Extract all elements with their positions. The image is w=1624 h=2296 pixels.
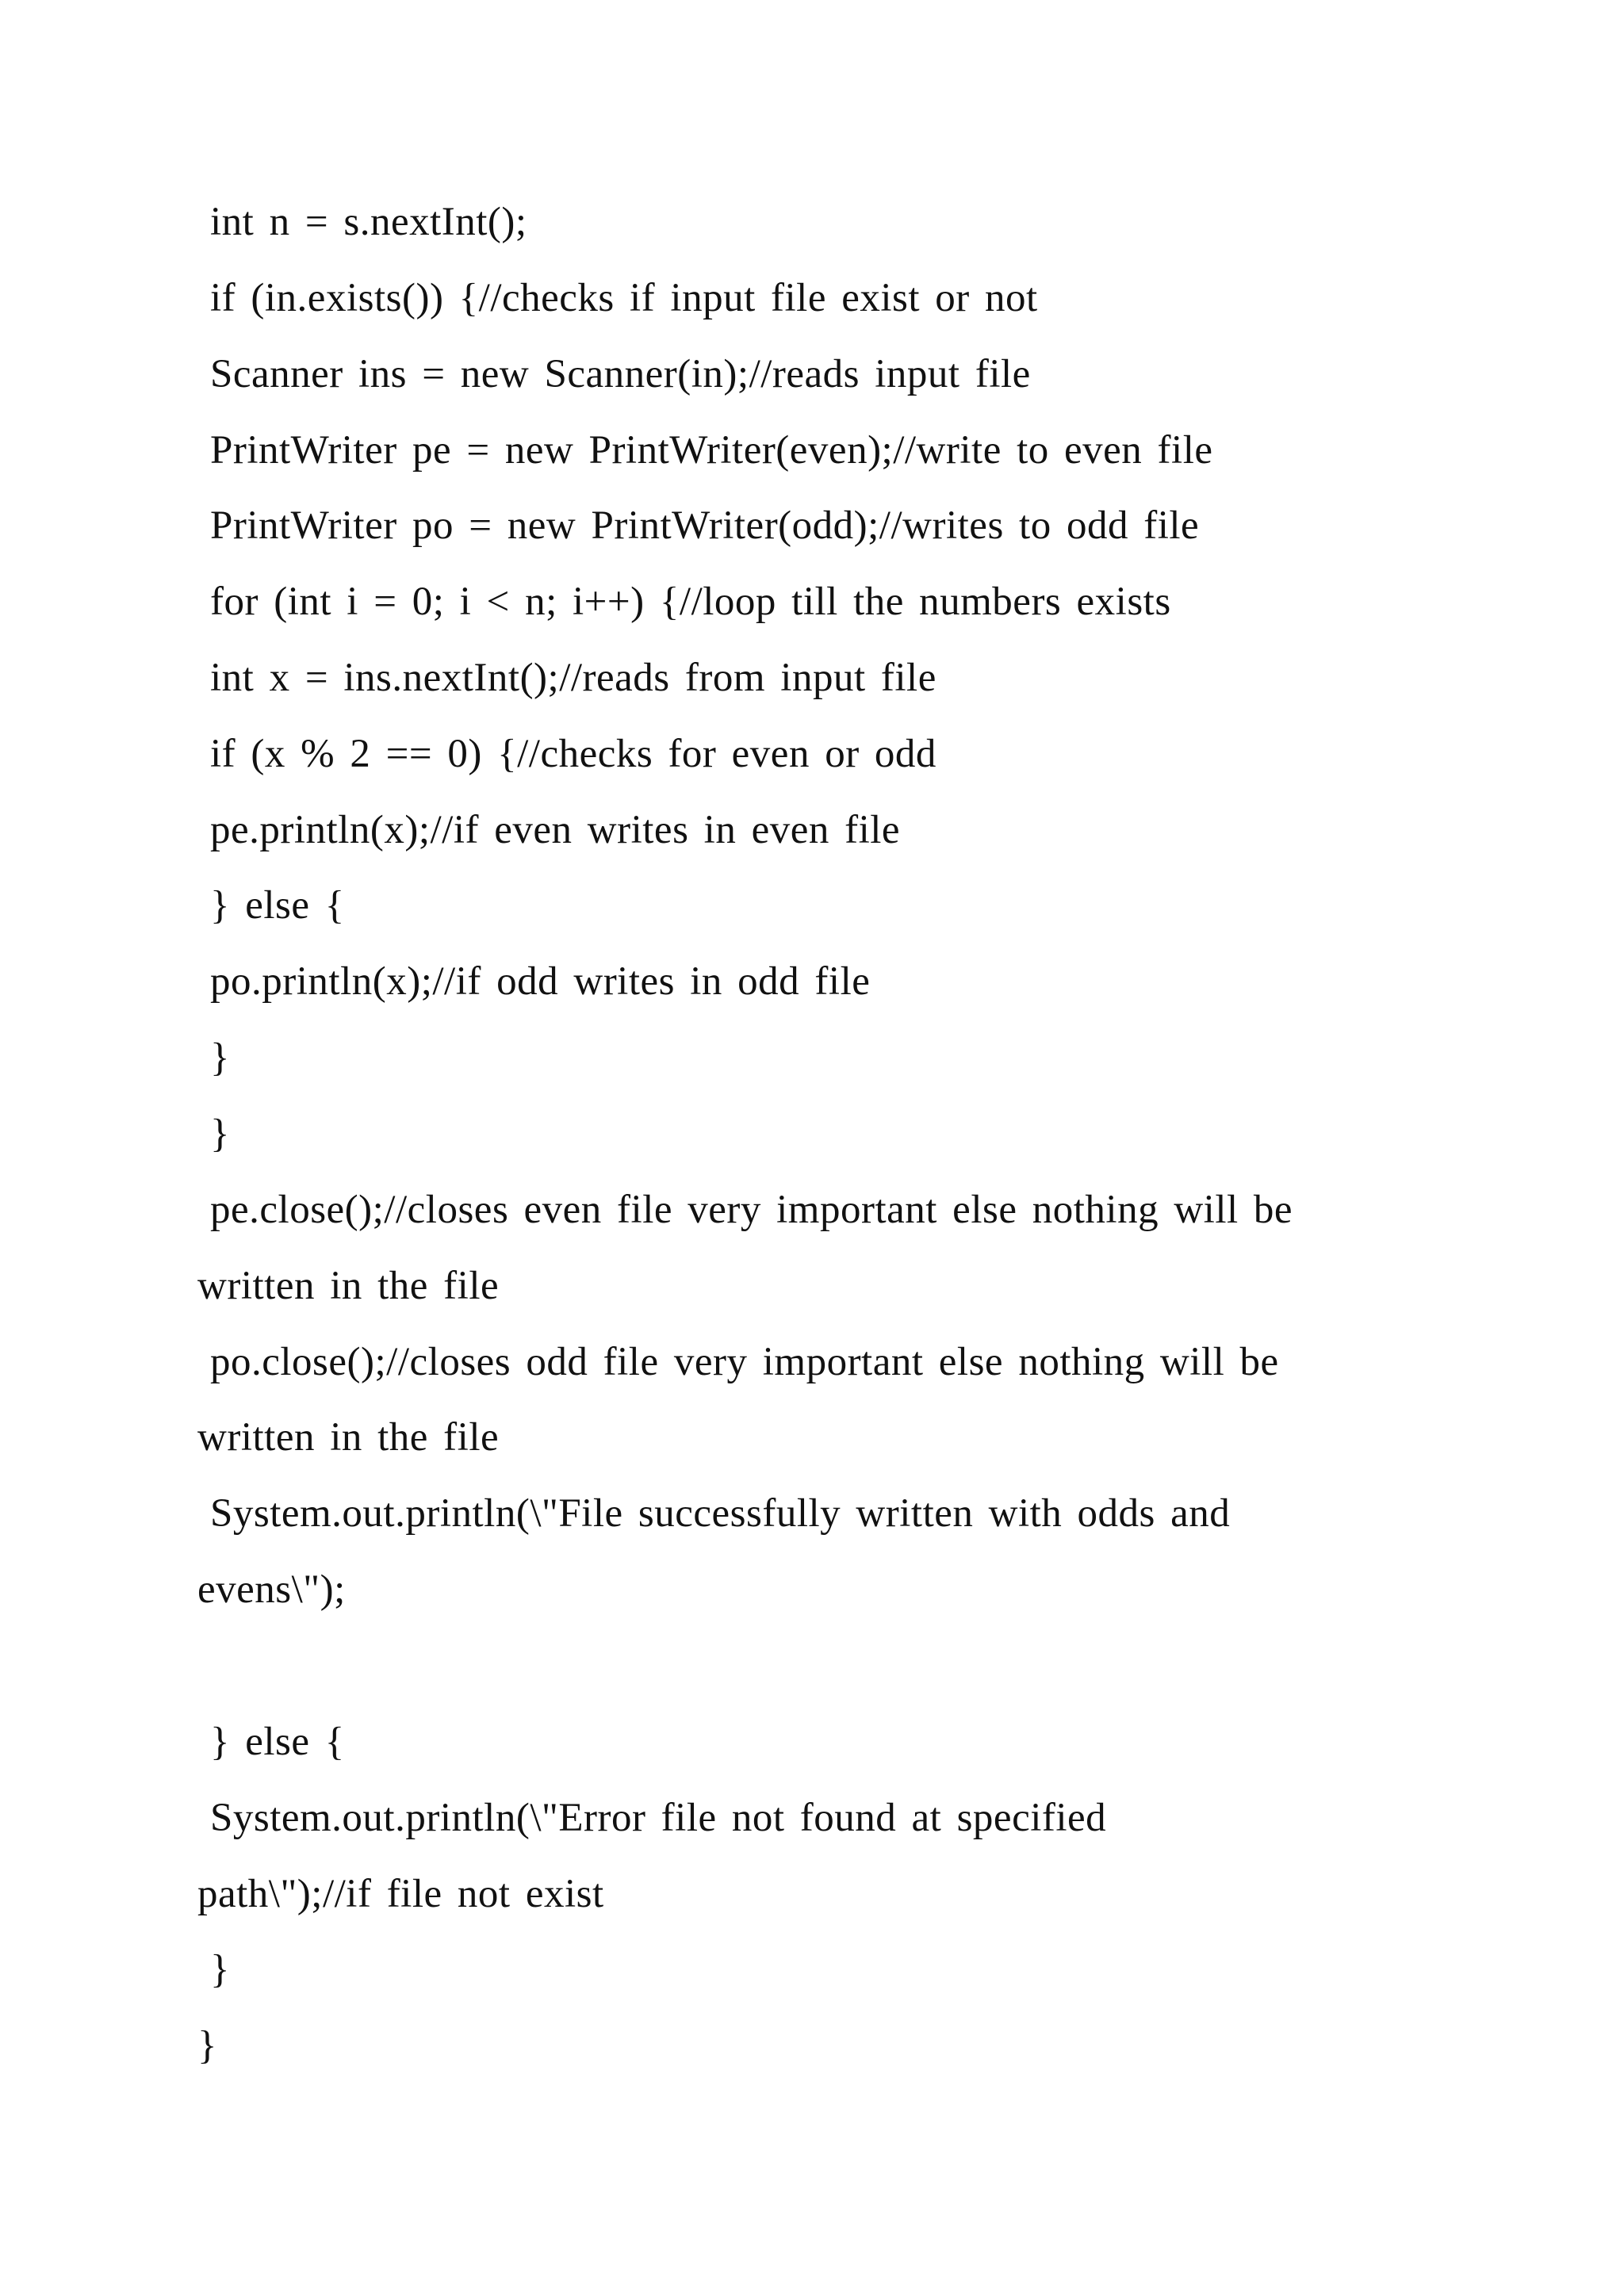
code-line-11: po.println(x);//if odd writes in odd file — [210, 959, 871, 1004]
code-line-6: for (int i = 0; i < n; i++) {//loop till the numbers exists — [210, 580, 1171, 624]
code-line-14: pe.close();//closes even file very important else nothing will be — [210, 1188, 1293, 1232]
code-line-23: } — [210, 1947, 230, 1992]
code-line-10: } else { — [210, 883, 345, 928]
code-line-5: PrintWriter po = new PrintWriter(odd);//writes to odd file — [210, 503, 1200, 548]
code-line-9: pe.println(x);//if even writes in even file — [210, 808, 901, 852]
code-line-24: } — [197, 2023, 217, 2068]
code-line-7: int x = ins.nextInt();//reads from input file — [210, 656, 936, 700]
code-line-18: System.out.println(\"File successfully written with odds and — [210, 1491, 1231, 1536]
code-line-1: int n = s.nextInt(); — [210, 200, 527, 244]
code-line-13: } — [210, 1112, 230, 1156]
code-line-3: Scanner ins = new Scanner(in);//reads input file — [210, 352, 1031, 396]
code-line-21: System.out.println(\"Error file not found at specified — [210, 1796, 1107, 1840]
code-line-22: path\");//if file not exist — [197, 1872, 604, 1916]
code-line-17: written in the file — [197, 1415, 500, 1460]
code-line-15: written in the file — [197, 1264, 500, 1308]
code-line-8: if (x % 2 == 0) {//checks for even or odd — [210, 732, 936, 776]
code-line-12: } — [210, 1035, 230, 1080]
code-line-16: po.close();//closes odd file very important else nothing will be — [210, 1340, 1279, 1384]
code-line-20: } else { — [210, 1720, 345, 1764]
code-line-4: PrintWriter pe = new PrintWriter(even);//write to even file — [210, 428, 1213, 473]
code-line-2: if (in.exists()) {//checks if input file exist or not — [210, 276, 1038, 320]
code-line-19: evens\"); — [197, 1567, 346, 1612]
